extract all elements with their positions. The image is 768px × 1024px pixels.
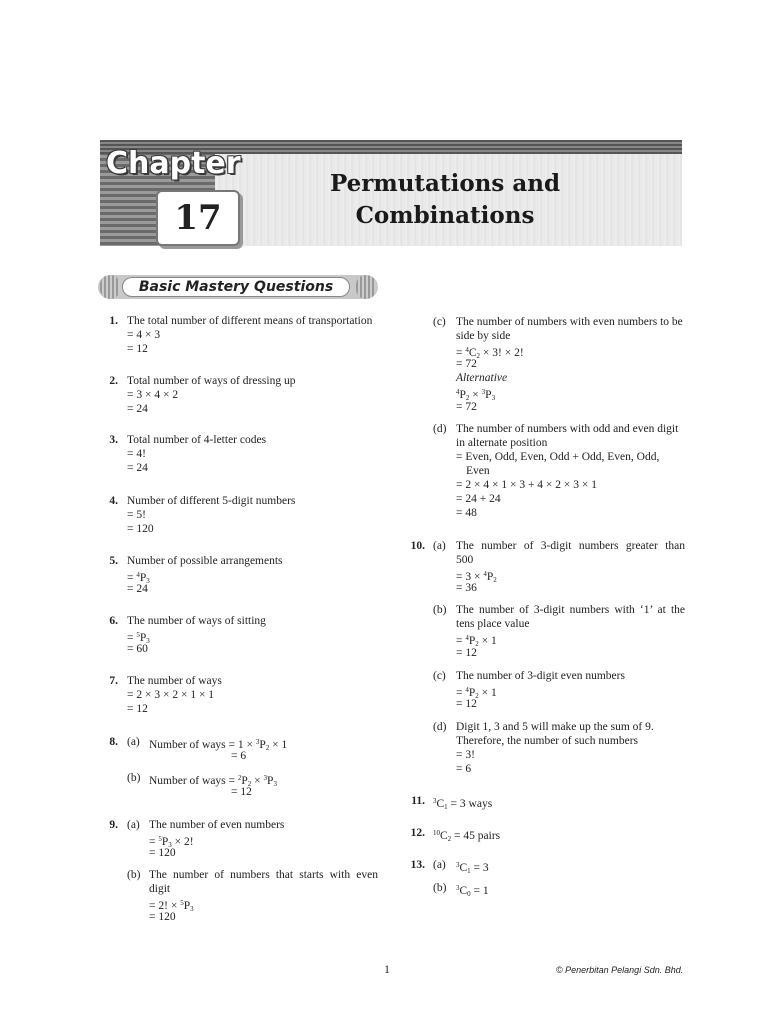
part-label: (a) — [433, 859, 446, 871]
chapter-title — [280, 168, 610, 232]
answer-line: = 36 — [456, 582, 477, 594]
answer-line: = 72 — [456, 358, 477, 370]
part-label: (b) — [127, 772, 141, 784]
chapter-title-line2: Combinations — [355, 202, 535, 229]
answer-line: = 24 — [127, 583, 148, 595]
question-number: 4. — [109, 495, 118, 507]
formula-line: Number of ways = $^2P_2 \times ^3P_3$ — [149, 774, 277, 788]
formula-line: = $^4P_3$ — [127, 571, 150, 585]
answer-line: = 24 — [127, 403, 148, 415]
answer-text: Number of ways = — [149, 775, 236, 787]
question-number: 10. — [410, 540, 425, 552]
formula-line: $^3C_0 = 1$ — [456, 884, 489, 898]
answer-line: = Even, Odd, Even, Odd + Odd, Even, Odd, — [456, 451, 660, 463]
question-number: 8. — [109, 736, 118, 748]
answer-line: 500 — [456, 554, 474, 566]
answer-line: Therefore, the number of such numbers — [456, 735, 639, 747]
section-header — [98, 275, 378, 299]
answer-text: = 3 ways — [450, 798, 493, 810]
answer-line: tens place value — [456, 618, 530, 630]
answer-line: = 6 — [231, 750, 247, 762]
section-title: Basic Mastery Questions — [122, 277, 350, 297]
answer-line: side by side — [456, 330, 511, 342]
answer-line: = 12 — [456, 698, 477, 710]
part-label: (c) — [433, 316, 446, 328]
answer-line: = 12 — [456, 647, 477, 659]
part-label: (a) — [127, 819, 140, 831]
question-number: 7. — [109, 675, 118, 687]
question-number: 11. — [411, 795, 425, 807]
answer-line: = 2 × 4 × 1 × 3 + 4 × 2 × 3 × 1 — [456, 479, 598, 491]
part-label: (b) — [433, 882, 447, 894]
answer-line: = 5! — [127, 509, 146, 521]
formula-line: = 2! × $^5P_3$ — [149, 899, 194, 913]
answer-line: = 24 + 24 — [456, 493, 501, 505]
answer-text: = 1 — [473, 885, 489, 897]
question-number: 12. — [410, 827, 425, 839]
answer-line: Total number of 4-letter codes — [127, 434, 267, 446]
page-number: 1 — [384, 962, 390, 976]
part-label: (a) — [127, 736, 140, 748]
chapter-number: 17 — [156, 190, 240, 246]
part-label: (c) — [433, 670, 446, 682]
answer-line: = 120 — [127, 523, 154, 535]
answer-line: The number of numbers that starts with even — [149, 869, 378, 881]
answer-text: = 3 — [473, 862, 489, 874]
answer-line: The total number of different means of transportation — [127, 315, 373, 327]
answer-line: The number of 3-digit numbers greater than — [456, 540, 685, 552]
answer-line: = 2 × 3 × 2 × 1 × 1 — [127, 689, 215, 701]
answer-text: Number of ways = — [149, 739, 236, 751]
answer-line: = 4! — [127, 448, 146, 460]
formula-line: = $^5P_3$ — [127, 631, 150, 645]
part-label: (d) — [433, 423, 447, 435]
answer-line: in alternate position — [456, 437, 548, 449]
chapter-label: Chapter — [106, 146, 241, 181]
answer-line: = 72 — [456, 401, 477, 413]
alternative-label: Alternative — [456, 372, 508, 384]
part-label: (a) — [433, 540, 446, 552]
answer-line: = 4 × 3 — [127, 329, 161, 341]
answer-line: = 3! — [456, 749, 475, 761]
section-cap-right — [356, 275, 376, 299]
answer-line: Even — [466, 465, 490, 477]
formula-line: = $^4P_2 \times 1$ — [456, 634, 497, 648]
answer-line: Total number of ways of dressing up — [127, 375, 296, 387]
formula-line: $^3C_1 = 3$ ways — [433, 797, 493, 811]
question-number: 5. — [109, 555, 118, 567]
answer-line: = 6 — [456, 763, 472, 775]
chapter-banner — [100, 140, 682, 246]
formula-line: Number of ways = $1 \times ^3P_2 \times 1$ — [149, 738, 288, 752]
answer-line: = 12 — [127, 343, 148, 355]
part-label: (b) — [433, 604, 447, 616]
answer-line: = 60 — [127, 643, 148, 655]
question-number: 2. — [109, 375, 118, 387]
answer-line: = 3 × 4 × 2 — [127, 389, 179, 401]
question-number: 1. — [109, 315, 118, 327]
answer-line: Digit 1, 3 and 5 will make up the sum of 9. — [456, 721, 654, 733]
answer-line: = 48 — [456, 507, 477, 519]
question-number: 9. — [109, 819, 118, 831]
answer-line: The number of even numbers — [149, 819, 285, 831]
formula-line: $^{10}C_2 = 45$ pairs — [433, 829, 501, 843]
question-number: 6. — [109, 615, 118, 627]
answer-line: The number of 3-digit even numbers — [456, 670, 625, 682]
answer-line: The number of ways of sitting — [127, 615, 266, 627]
answer-line: Number of different 5-digit numbers — [127, 495, 296, 507]
publisher-credit: © Penerbitan Pelangi Sdn. Bhd. — [556, 965, 684, 975]
answer-line: = 120 — [149, 911, 176, 923]
answer-line: The number of 3-digit numbers with ‘1’ at the — [456, 604, 685, 616]
question-number: 3. — [109, 434, 118, 446]
answer-line: = 12 — [127, 703, 148, 715]
answer-line: Number of possible arrangements — [127, 555, 283, 567]
chapter-title-line1: Permutations and — [329, 170, 561, 197]
answer-line: = 24 — [127, 462, 148, 474]
answer-line: digit — [149, 883, 171, 895]
answer-line: The number of numbers with even numbers to be — [456, 316, 683, 328]
answer-line: = 12 — [231, 786, 252, 798]
answer-line: The number of numbers with odd and even digit — [456, 423, 679, 435]
question-number: 13. — [410, 859, 425, 871]
section-cap-left — [100, 275, 120, 299]
answer-line: The number of ways — [127, 675, 222, 687]
part-label: (d) — [433, 721, 447, 733]
answer-text: = 45 pairs — [454, 830, 501, 842]
formula-line: = $^4C_2 \times 3$! × 2! — [456, 346, 524, 360]
formula-line: = $^4P_2 \times 1$ — [456, 686, 497, 700]
formula-line: = $^5P_3 \times 2$! — [149, 835, 194, 849]
formula-line: = $3 \times ^4P_2$ — [456, 570, 497, 584]
answer-line: = 120 — [149, 847, 176, 859]
part-label: (b) — [127, 869, 141, 881]
formula-line: $^3C_1 = 3$ — [456, 861, 489, 875]
formula-line: $^4P_2 \times ^3P_3$ — [456, 388, 496, 402]
